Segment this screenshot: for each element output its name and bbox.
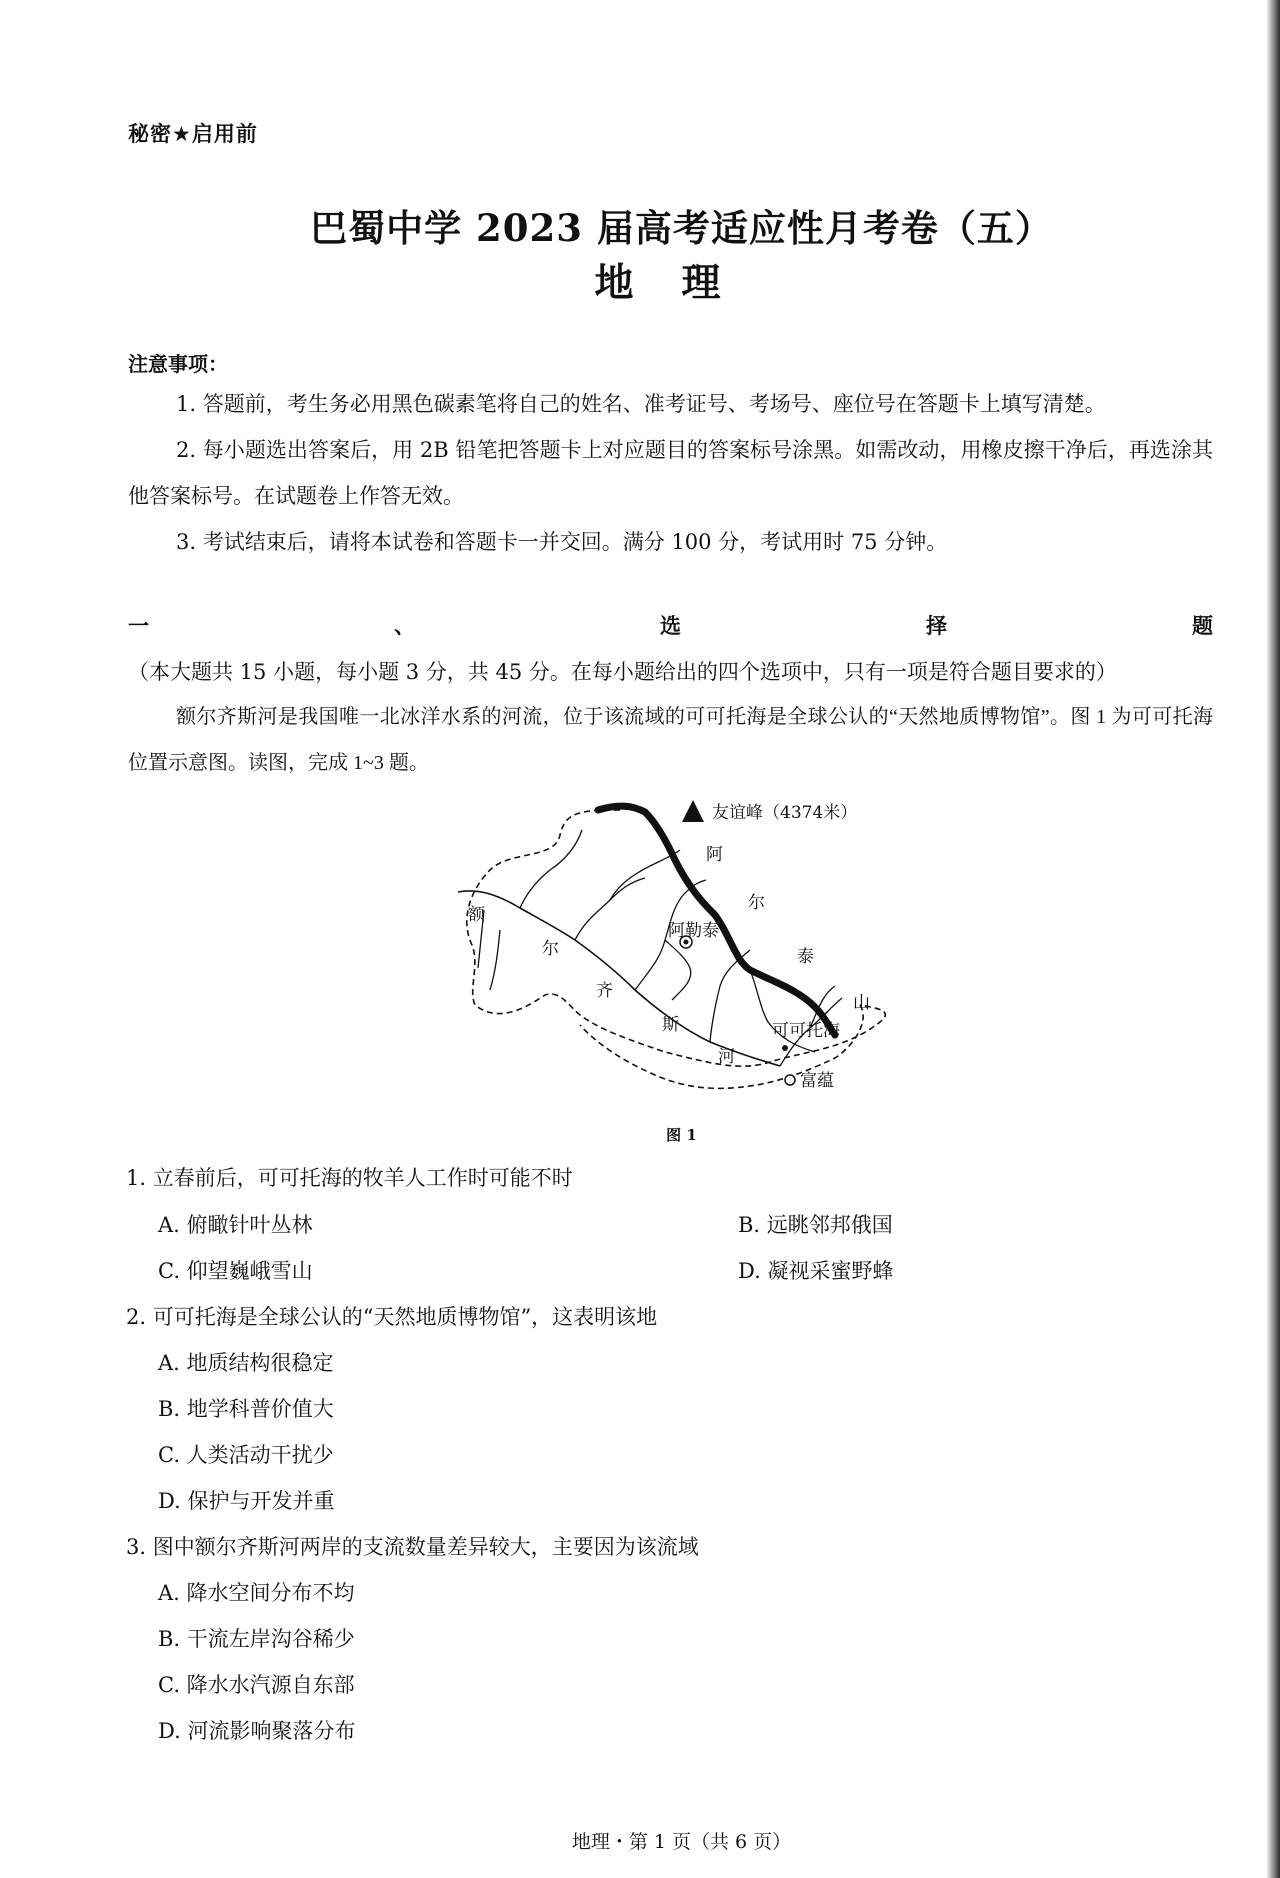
option-c: C. 人类活动干扰少 — [158, 1443, 334, 1467]
option-d: D. 河流影响聚落分布 — [158, 1719, 356, 1743]
fuyun-label: 富蕴 — [800, 1071, 834, 1091]
notes-list — [128, 381, 1213, 565]
option-c: C. 仰望巍峨雪山 — [158, 1259, 313, 1283]
map-label-er: 尔 — [748, 893, 765, 913]
section-heading: 一、选择题 — [128, 614, 1213, 638]
option-c: C. 降水水汽源自东部 — [158, 1673, 355, 1697]
map-label-qi: 齐 — [596, 981, 613, 1001]
option-a: A. 俯瞰针叶丛林 — [158, 1213, 313, 1237]
map-label-he: 河 — [718, 1047, 735, 1067]
option-d: D. 凝视采蜜野蜂 — [738, 1259, 894, 1283]
option-b: B. 远眺邻邦俄国 — [738, 1213, 893, 1237]
question-stem: 2. 可可托海是全球公认的“天然地质博物馆”，这表明该地 — [126, 1305, 658, 1329]
note-item: 2. 每小题选出答案后，用 2B 铅笔把答题卡上对应题目的答案标号涂黑。如需改动，用橡皮擦干净后，再选涂其他答案标号。在试题卷上作答无效。 — [128, 438, 1213, 508]
section-text: （本大题共 15 小题，每小题 3 分，共 45 分。在每小题给出的四个选项中，只有一项是符合题目要求的） — [128, 660, 1117, 684]
section-instructions — [128, 603, 1213, 695]
option-b: B. 干流左岸沟谷稀少 — [158, 1627, 355, 1651]
confidential-label: 秘密★启用前 — [128, 122, 258, 146]
map-label-shan: 山 — [853, 993, 870, 1013]
map-label-er2: 尔 — [542, 939, 559, 959]
peak-triangle-icon — [682, 800, 704, 822]
subject-title: 地理 — [594, 260, 769, 306]
page-footer: 地理・第 1 页（共 6 页） — [571, 1831, 792, 1853]
keketuohai-dot — [782, 1045, 788, 1051]
exam-title: 巴蜀中学 2023 届高考适应性月考卷（五） — [310, 206, 1053, 250]
question-stem: 3. 图中额尔齐斯河两岸的支流数量差异较大，主要因为该流域 — [126, 1535, 699, 1559]
note-item: 1. 答题前，考生务必用黑色碳素笔将自己的姓名、准考证号、考场号、座位号在答题卡上填写清楚。 — [176, 392, 1106, 416]
peak-label: 友谊峰（4374米） — [712, 803, 858, 823]
notes-heading: 注意事项： — [128, 352, 228, 376]
map-label-a: 阿 — [706, 845, 723, 865]
altay-label: 阿勒泰 — [668, 921, 719, 941]
option-a: A. 地质结构很稳定 — [158, 1351, 334, 1375]
map-label-tai: 泰 — [797, 947, 814, 967]
map-label-e: 额 — [468, 905, 485, 925]
option-d: D. 保护与开发并重 — [158, 1489, 335, 1513]
keketuohai-label: 可可托海 — [772, 1021, 840, 1041]
map-label-si: 斯 — [662, 1015, 679, 1035]
question-intro: 额尔齐斯河是我国唯一北冰洋水系的河流，位于该流域的可可托海是全球公认的“天然地质博物馆”。图 1 为可可托海位置示意图。读图，完成 1~3 题。 — [128, 706, 1213, 774]
question-stem: 1. 立春前后，可可托海的牧羊人工作时可能不时 — [126, 1166, 573, 1190]
option-b: B. 地学科普价值大 — [158, 1397, 334, 1421]
fuyun-city-icon — [785, 1075, 795, 1085]
figure-caption: 图 1 — [666, 1126, 697, 1144]
note-item: 3. 考试结束后，请将本试卷和答题卡一并交回。满分 100 分，考试用时 75 分钟。 — [176, 530, 948, 554]
location-map — [450, 790, 900, 1100]
option-a: A. 降水空间分布不均 — [158, 1581, 355, 1605]
irtysh-river-line — [458, 891, 780, 1066]
